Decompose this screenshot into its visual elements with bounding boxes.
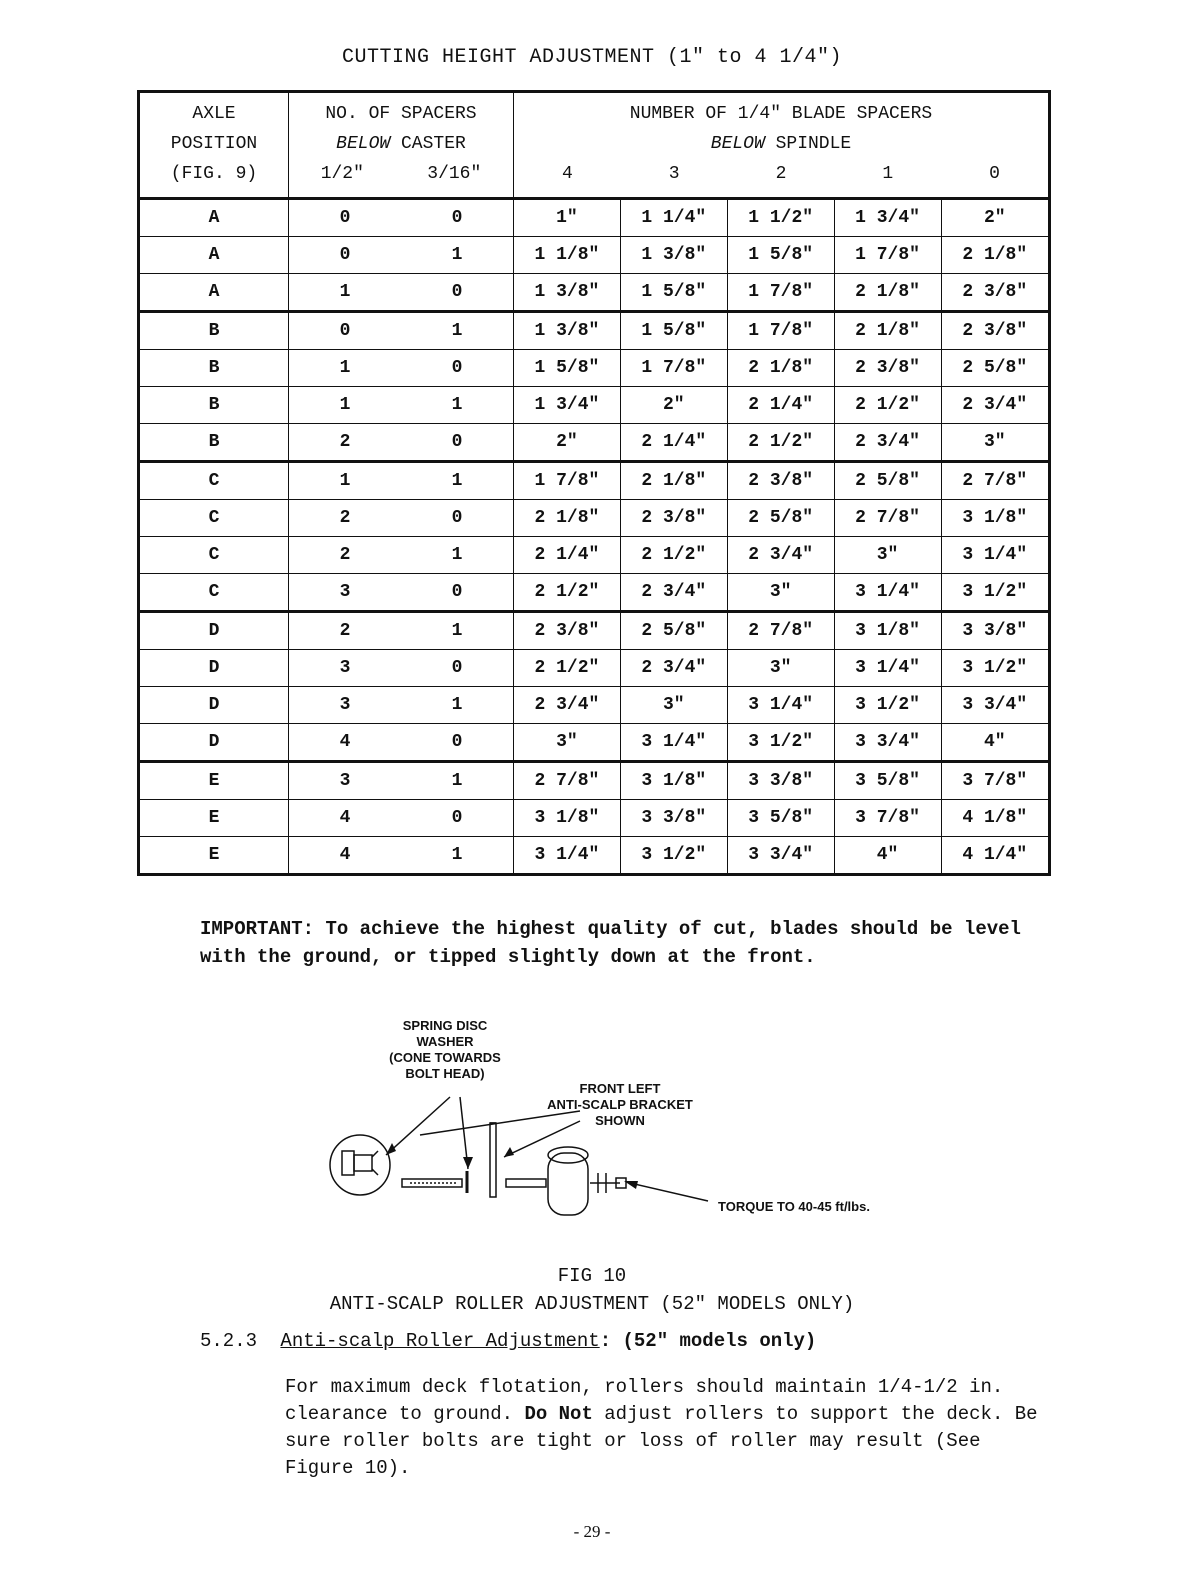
cell-three16-spacers: 0 <box>451 582 463 602</box>
header-axle-line3: (FIG. 9) <box>170 164 258 184</box>
page-number: - 29 - <box>573 1522 611 1541</box>
cell-cutting-height: 3 1/4" <box>620 724 727 762</box>
cell-three16-spacers: 1 <box>451 321 463 341</box>
cell-axle-position: C <box>139 500 289 537</box>
cell-cutting-height: 2 3/8" <box>941 274 1050 312</box>
cell-cutting-height: 1 1/4" <box>620 199 727 237</box>
cell-three16-spacers: 1 <box>451 695 463 715</box>
cell-spacers <box>289 724 514 762</box>
cell-cutting-height: 2 7/8" <box>514 762 621 800</box>
cell-cutting-height: 2 3/4" <box>727 537 834 574</box>
important-note <box>200 915 1060 971</box>
cell-half-inch-spacers: 0 <box>339 208 351 228</box>
cell-cutting-height: 3 3/8" <box>620 800 727 837</box>
cell-cutting-height: 3 7/8" <box>941 762 1050 800</box>
cell-cutting-height: 2" <box>514 424 621 462</box>
cell-cutting-height: 1 5/8" <box>727 237 834 274</box>
table-row <box>139 762 1050 800</box>
cell-cutting-height: 2 1/2" <box>727 424 834 462</box>
cell-axle-position: B <box>139 387 289 424</box>
arrow-head <box>504 1147 514 1157</box>
cell-cutting-height: 1 7/8" <box>727 274 834 312</box>
cell-cutting-height: 3" <box>620 687 727 724</box>
header-blade-below: BELOW <box>710 134 765 154</box>
cell-cutting-height: 1" <box>514 199 621 237</box>
cell-spacers <box>289 537 514 574</box>
label-washer-line: BOLT HEAD) <box>405 1066 485 1081</box>
cell-spacers <box>289 837 514 875</box>
cell-spacers <box>289 574 514 612</box>
cell-cutting-height: 2 7/8" <box>834 500 941 537</box>
cell-half-inch-spacers: 2 <box>339 432 351 452</box>
header-spacers-below: BELOW <box>336 134 391 154</box>
cell-cutting-height: 3 5/8" <box>727 800 834 837</box>
page-title: CUTTING HEIGHT ADJUSTMENT (1" to 4 1/4") <box>341 46 843 69</box>
cell-cutting-height: 2 1/8" <box>620 462 727 500</box>
cell-spacers <box>289 199 514 237</box>
cell-three16-spacers: 1 <box>451 545 463 565</box>
cell-cutting-height: 2 3/8" <box>941 312 1050 350</box>
cell-half-inch-spacers: 4 <box>339 808 351 828</box>
label-washer-line: SPRING DISC <box>402 1018 488 1033</box>
cell-three16-spacers: 1 <box>451 395 463 415</box>
anti-scalp-bracket <box>490 1123 496 1197</box>
cell-cutting-height: 1 7/8" <box>620 350 727 387</box>
table-row <box>139 687 1050 724</box>
cell-cutting-height: 1 1/8" <box>514 237 621 274</box>
header-blade-col: 3 <box>668 164 680 184</box>
cell-three16-spacers: 0 <box>451 808 463 828</box>
important-text: To achieve the highest quality of cut, blades should be level with the ground, or tipped slightly down at the front. <box>200 918 1021 968</box>
table-row <box>139 350 1050 387</box>
cell-spacers <box>289 312 514 350</box>
table-row <box>139 612 1050 650</box>
cell-cutting-height: 4 1/8" <box>941 800 1050 837</box>
cell-cutting-height: 2 3/8" <box>514 612 621 650</box>
table-row <box>139 237 1050 274</box>
leader-washer-detail <box>386 1097 450 1155</box>
header-blade-col: 4 <box>561 164 573 184</box>
cell-axle-position: B <box>139 312 289 350</box>
cell-spacers <box>289 500 514 537</box>
header-blade-col: 2 <box>775 164 787 184</box>
cell-half-inch-spacers: 2 <box>339 621 351 641</box>
cell-cutting-height: 1 5/8" <box>620 274 727 312</box>
figure-title: ANTI-SCALP ROLLER ADJUSTMENT (52" MODELS ONLY) <box>329 1293 855 1315</box>
cell-axle-position: E <box>139 837 289 875</box>
table-row <box>139 387 1050 424</box>
table-row <box>139 724 1050 762</box>
cell-cutting-height: 2 1/2" <box>834 387 941 424</box>
cell-half-inch-spacers: 3 <box>339 695 351 715</box>
cell-cutting-height: 3 1/4" <box>941 537 1050 574</box>
cell-half-inch-spacers: 1 <box>339 358 351 378</box>
table-row <box>139 650 1050 687</box>
cell-axle-position: A <box>139 237 289 274</box>
cell-three16-spacers: 0 <box>451 282 463 302</box>
header-blade-col: 0 <box>989 164 1000 184</box>
cell-three16-spacers: 1 <box>451 845 463 865</box>
cell-cutting-height: 2 1/4" <box>514 537 621 574</box>
cell-cutting-height: 2 5/8" <box>834 462 941 500</box>
cell-axle-position: D <box>139 687 289 724</box>
arrow-head <box>386 1143 396 1155</box>
cell-half-inch-spacers: 3 <box>339 582 351 602</box>
table-row <box>139 199 1050 237</box>
cell-cutting-height: 2 3/8" <box>834 350 941 387</box>
label-bracket-line: SHOWN <box>595 1113 645 1128</box>
cell-three16-spacers: 0 <box>451 358 463 378</box>
cell-three16-spacers: 0 <box>451 208 463 228</box>
cell-spacers <box>289 687 514 724</box>
cell-cutting-height: 1 3/8" <box>620 237 727 274</box>
cell-cutting-height: 2 3/8" <box>620 500 727 537</box>
label-bracket-line: ANTI-SCALP BRACKET <box>547 1097 693 1112</box>
cell-cutting-height: 2 3/8" <box>727 462 834 500</box>
washer-detail-circle <box>330 1135 390 1195</box>
leader-bracket-1 <box>420 1111 580 1135</box>
table-row <box>139 424 1050 462</box>
cell-spacers <box>289 424 514 462</box>
cell-cutting-height: 2" <box>620 387 727 424</box>
table-row <box>139 312 1050 350</box>
header-axle-line1: AXLE <box>192 104 236 124</box>
cell-cutting-height: 2 1/2" <box>514 574 621 612</box>
section-heading <box>200 1330 816 1352</box>
header-spacers-caster: CASTER <box>401 134 466 154</box>
section-paragraph <box>285 1374 1045 1482</box>
table-row <box>139 274 1050 312</box>
cell-three16-spacers: 0 <box>451 658 463 678</box>
cell-cutting-height: 2 5/8" <box>941 350 1050 387</box>
cell-cutting-height: 2 7/8" <box>727 612 834 650</box>
cell-cutting-height: 4 1/4" <box>941 837 1050 875</box>
cell-cutting-height: 1 3/8" <box>514 274 621 312</box>
cell-half-inch-spacers: 0 <box>339 321 351 341</box>
roller-shaft <box>506 1179 546 1187</box>
cell-cutting-height: 3 1/8" <box>620 762 727 800</box>
cell-cutting-height: 2 7/8" <box>941 462 1050 500</box>
cell-cutting-height: 2 1/8" <box>514 500 621 537</box>
cell-cutting-height: 1 3/4" <box>834 199 941 237</box>
cell-half-inch-spacers: 1 <box>339 395 351 415</box>
para-part1: For maximum deck flotation, rollers should maintain 1/4-1/2 in. clearance to ground. <box>285 1376 1004 1425</box>
cell-axle-position: C <box>139 462 289 500</box>
cell-spacers <box>289 350 514 387</box>
cell-axle-position: C <box>139 574 289 612</box>
cell-cutting-height: 2" <box>941 199 1050 237</box>
table-row <box>139 500 1050 537</box>
cell-cutting-height: 2 3/4" <box>620 574 727 612</box>
para-bold: Do Not <box>524 1403 593 1425</box>
cell-three16-spacers: 1 <box>451 771 463 791</box>
important-label: IMPORTANT: <box>200 918 315 940</box>
cell-cutting-height: 1 5/8" <box>620 312 727 350</box>
header-axle-position <box>139 92 289 199</box>
cell-three16-spacers: 0 <box>451 732 463 752</box>
cell-axle-position: A <box>139 274 289 312</box>
cell-cutting-height: 3 1/2" <box>727 724 834 762</box>
table-row <box>139 537 1050 574</box>
section-suffix: : (52" models only) <box>599 1330 817 1352</box>
table-row <box>139 574 1050 612</box>
cell-cutting-height: 3" <box>834 537 941 574</box>
cell-axle-position: A <box>139 199 289 237</box>
cell-cutting-height: 3 5/8" <box>834 762 941 800</box>
cell-cutting-height: 2 3/4" <box>620 650 727 687</box>
para-part2: adjust rollers to support the deck. Be sure roller bolts are tight or loss of roller may result (See Figure 10). <box>285 1403 1038 1479</box>
header-blade-spacers <box>514 92 1050 199</box>
header-spacers-line1: NO. OF SPACERS <box>325 104 477 124</box>
cell-cutting-height: 2 1/2" <box>620 537 727 574</box>
table-row <box>139 462 1050 500</box>
cell-spacers <box>289 650 514 687</box>
cell-cutting-height: 2 5/8" <box>727 500 834 537</box>
cell-cutting-height: 3 1/8" <box>941 500 1050 537</box>
cell-cutting-height: 2 1/8" <box>727 350 834 387</box>
cell-axle-position: E <box>139 800 289 837</box>
cell-spacers <box>289 274 514 312</box>
cell-cutting-height: 3 3/4" <box>941 687 1050 724</box>
cell-cutting-height: 3 1/4" <box>514 837 621 875</box>
cell-axle-position: B <box>139 424 289 462</box>
header-spacers-col-half: 1/2" <box>320 164 364 184</box>
cell-cutting-height: 3 1/8" <box>834 612 941 650</box>
cell-cutting-height: 3 1/2" <box>941 574 1050 612</box>
bolt-head-detail <box>342 1151 354 1175</box>
cell-half-inch-spacers: 1 <box>339 471 351 491</box>
cell-cutting-height: 1 7/8" <box>514 462 621 500</box>
cell-axle-position: C <box>139 537 289 574</box>
header-spacers-col-three16: 3/16" <box>427 164 482 184</box>
cell-cutting-height: 3" <box>727 574 834 612</box>
cell-cutting-height: 3 7/8" <box>834 800 941 837</box>
cell-cutting-height: 2 5/8" <box>620 612 727 650</box>
cell-cutting-height: 3 1/2" <box>834 687 941 724</box>
section-title: Anti-scalp Roller Adjustment <box>280 1330 600 1352</box>
header-blade-line1: NUMBER OF 1/4" BLADE SPACERS <box>629 104 933 124</box>
cell-cutting-height: 3 1/2" <box>620 837 727 875</box>
cell-half-inch-spacers: 3 <box>339 658 351 678</box>
cell-spacers <box>289 462 514 500</box>
figure-caption <box>0 1262 1184 1318</box>
cell-axle-position: D <box>139 612 289 650</box>
cell-three16-spacers: 1 <box>451 245 463 265</box>
table-row <box>139 800 1050 837</box>
cell-cutting-height: 2 1/8" <box>834 274 941 312</box>
cell-three16-spacers: 0 <box>451 432 463 452</box>
cell-axle-position: B <box>139 350 289 387</box>
cell-cutting-height: 2 1/8" <box>834 312 941 350</box>
label-bracket-line: FRONT LEFT <box>579 1081 661 1096</box>
label-washer-line: WASHER <box>416 1034 474 1049</box>
section-number: 5.2.3 <box>200 1330 258 1352</box>
table-header-row <box>139 92 1050 199</box>
cell-cutting-height: 1 7/8" <box>834 237 941 274</box>
cell-half-inch-spacers: 4 <box>339 732 351 752</box>
header-blade-col: 1 <box>882 164 894 184</box>
cell-spacers <box>289 237 514 274</box>
cell-cutting-height: 3 3/4" <box>834 724 941 762</box>
cell-cutting-height: 1 5/8" <box>514 350 621 387</box>
cell-cutting-height: 3 1/8" <box>514 800 621 837</box>
cell-cutting-height: 3 1/4" <box>834 574 941 612</box>
cell-cutting-height: 3" <box>941 424 1050 462</box>
cell-three16-spacers: 0 <box>451 508 463 528</box>
label-washer-line: (CONE TOWARDS <box>389 1050 501 1065</box>
cell-cutting-height: 3 1/2" <box>941 650 1050 687</box>
arrow-head <box>463 1157 473 1169</box>
leader-bracket-2 <box>504 1121 580 1157</box>
label-spring-disc-washer <box>365 1018 525 1082</box>
header-blade-spindle: SPINDLE <box>775 134 852 154</box>
cell-cutting-height: 1 3/4" <box>514 387 621 424</box>
cell-cutting-height: 4" <box>941 724 1050 762</box>
cell-spacers <box>289 387 514 424</box>
cell-spacers <box>289 762 514 800</box>
washer-cone-detail <box>354 1155 372 1171</box>
cell-cutting-height: 2 3/4" <box>514 687 621 724</box>
header-spacers-below-caster <box>289 92 514 199</box>
label-torque: TORQUE TO 40-45 ft/lbs. <box>718 1199 870 1214</box>
cell-half-inch-spacers: 3 <box>339 771 351 791</box>
cell-cutting-height: 2 1/2" <box>514 650 621 687</box>
cell-spacers <box>289 800 514 837</box>
cell-half-inch-spacers: 0 <box>339 245 351 265</box>
cell-cutting-height: 3 3/8" <box>941 612 1050 650</box>
header-axle-line2: POSITION <box>170 134 258 154</box>
cell-three16-spacers: 1 <box>451 621 463 641</box>
cell-cutting-height: 4" <box>834 837 941 875</box>
cell-cutting-height: 1 7/8" <box>727 312 834 350</box>
cell-cutting-height: 2 1/4" <box>727 387 834 424</box>
cell-cutting-height: 3 3/4" <box>727 837 834 875</box>
cell-cutting-height: 3 3/8" <box>727 762 834 800</box>
cell-axle-position: E <box>139 762 289 800</box>
cell-cutting-height: 2 1/8" <box>941 237 1050 274</box>
leader-torque <box>630 1183 708 1201</box>
cell-cutting-height: 3" <box>727 650 834 687</box>
figure-number: FIG 10 <box>557 1265 627 1287</box>
cell-cutting-height: 2 1/4" <box>620 424 727 462</box>
cell-cutting-height: 3 1/4" <box>834 650 941 687</box>
cell-cutting-height: 1 3/8" <box>514 312 621 350</box>
table-row <box>139 837 1050 875</box>
cell-cutting-height: 3 1/4" <box>727 687 834 724</box>
cell-axle-position: D <box>139 724 289 762</box>
cell-half-inch-spacers: 2 <box>339 545 351 565</box>
cell-axle-position: D <box>139 650 289 687</box>
cell-spacers <box>289 612 514 650</box>
cell-cutting-height: 3" <box>514 724 621 762</box>
cell-half-inch-spacers: 4 <box>339 845 351 865</box>
cell-cutting-height: 2 3/4" <box>834 424 941 462</box>
cutting-height-table <box>137 90 1051 876</box>
cell-half-inch-spacers: 1 <box>339 282 351 302</box>
cell-three16-spacers: 1 <box>451 471 463 491</box>
cell-cutting-height: 1 1/2" <box>727 199 834 237</box>
cell-half-inch-spacers: 2 <box>339 508 351 528</box>
anti-scalp-roller-diagram <box>320 1085 740 1230</box>
cell-cutting-height: 2 3/4" <box>941 387 1050 424</box>
